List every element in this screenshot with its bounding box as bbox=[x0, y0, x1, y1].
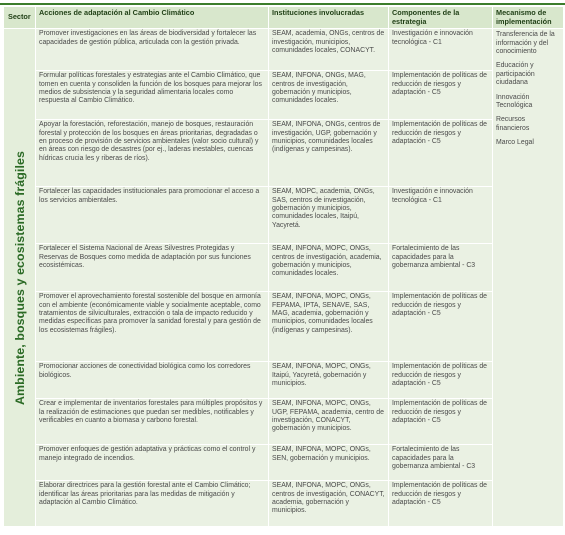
instituciones-cell: SEAM, INFONA, MOPC, ONGs, UGP, FEPAMA, academia, centro de investigación, CONACYT, gobernación y municipios. bbox=[269, 399, 389, 445]
mecanismo-item: Innovación Tecnológica bbox=[496, 93, 533, 110]
header-row bbox=[4, 7, 564, 29]
componente-cell: Investigación e innovación tecnológica - C1 bbox=[389, 187, 493, 244]
table-row bbox=[4, 71, 564, 120]
accion-cell: Apoyar la forestación, reforestación, manejo de bosques, restauración forestal y protección de los bosques en áreas prioritarias, degradadas o en proceso de provisión de servicios ambientales (valor socio cultural) y en áreas con riesgo de desastres (por ej., laderas inestables, cuencas hídricas crucia les y riberas de ríos). bbox=[36, 120, 269, 187]
header-instituciones: Instituciones involucradas bbox=[269, 7, 389, 29]
componente-cell: Fortalecimiento de las capacidades para la gobernanza ambiental - C3 bbox=[389, 244, 493, 292]
componente-cell: Investigación e innovación tecnológica - C1 bbox=[389, 29, 493, 71]
header-sector: Sector bbox=[4, 7, 36, 29]
componente-cell: Implementación de políticas de reducción de riesgos y adaptación - C5 bbox=[389, 120, 493, 187]
accion-cell: Promover el aprovechamiento forestal sostenible del bosque en armonía con el ambiente (económicamente viable y socialmente aceptable, como tratamientos de silviculturales, extracción o tala de impacto reducido y medidas específicas para promover la sanidad forestal y para gestión de los ecosistemas frágiles). bbox=[36, 292, 269, 362]
mecanismo-item: Marco Legal bbox=[496, 139, 534, 147]
instituciones-cell: SEAM, INFONA, MOPC, ONGs, centros de investigación, academia, gobernación y municipios, comunidades locales. bbox=[269, 244, 389, 292]
mecanismo-cell bbox=[493, 29, 564, 527]
header-acciones: Acciones de adaptación al Cambio Climático bbox=[36, 7, 269, 29]
mecanismo-item: Educación y participación ciudadana bbox=[496, 62, 535, 87]
table-row bbox=[4, 445, 564, 481]
instituciones-cell: SEAM, INFONA, MOPC, ONGs, Itaipú, Yacyretá, gobernación y municipios. bbox=[269, 362, 389, 399]
mecanismo-item: Recursos financieros bbox=[496, 116, 530, 132]
componente-cell: Implementación de políticas de reducción de riesgos y adaptación - C5 bbox=[389, 71, 493, 120]
instituciones-cell: SEAM, INFONA, MOPC, ONGs, SEN, gobernación y municipios. bbox=[269, 445, 389, 481]
header-mecanismo: Mecanismo de implementación bbox=[493, 7, 564, 29]
componente-cell: Implementación de políticas de reducción de riesgos y adaptación - C5 bbox=[389, 362, 493, 399]
accion-cell: Promocionar acciones de conectividad biológica como los corredores biológicos. bbox=[36, 362, 269, 399]
accion-cell: Elaborar directrices para la gestión forestal ante el Cambio Climático; identificar las áreas prioritarias para las medidas de mitigación y adaptación al Cambio Climático. bbox=[36, 481, 269, 527]
componente-cell: Implementación de políticas de reducción de riesgos y adaptación - C5 bbox=[389, 292, 493, 362]
instituciones-cell: SEAM, MOPC, academia, ONGs, SAS, centros de investigación, gobernación y municipios, comunidades locales, Itaipú, Yacyretá. bbox=[269, 187, 389, 244]
accion-cell: Crear e implementar de inventarios forestales para múltiples propósitos y la realización de estimaciones que puedan ser medibles, notificables y verificables en cuanto a biomasa y carbono forestal. bbox=[36, 399, 269, 445]
table-row bbox=[4, 29, 564, 71]
componente-cell: Implementación de políticas de reducción de riesgos y adaptación - C5 bbox=[389, 481, 493, 527]
componente-cell: Fortalecimiento de las capacidades para la gobernanza ambiental - C3 bbox=[389, 445, 493, 481]
componente-cell: Implementación de políticas de reducción de riesgos y adaptación - C5 bbox=[389, 399, 493, 445]
table-row bbox=[4, 292, 564, 362]
table-row bbox=[4, 362, 564, 399]
instituciones-cell: SEAM, INFONA, ONGs, MAG, centros de investigación, gobernación y municipios, comunidades locales. bbox=[269, 71, 389, 120]
table-row bbox=[4, 399, 564, 445]
instituciones-cell: SEAM, academia, ONGs, centros de investigación, municipios, comunidades locales, CONACYT. bbox=[269, 29, 389, 71]
accion-cell: Fortalecer el Sistema Nacional de Áreas Silvestres Protegidas y Reservas de Bosques como medida de adaptación por sus funciones ecosistémicas. bbox=[36, 244, 269, 292]
instituciones-cell: SEAM, INFONA, MOPC, ONGs, centros de investigación, CONACYT, academia, gobernación y municipios. bbox=[269, 481, 389, 527]
table-row bbox=[4, 244, 564, 292]
adaptation-table bbox=[3, 6, 564, 527]
accion-cell: Formular políticas forestales y estrategias ante el Cambio Climático, que tomen en cuenta y consoliden la función de los bosques para mejorar los medios de subsistencia y la seguridad alimentaria locales como respuesta al Cambio Climático. bbox=[36, 71, 269, 120]
sector-label: Ambiente, bosques y ecosistemas frágiles bbox=[12, 150, 27, 405]
accion-cell: Promover enfoques de gestión adaptativa y prácticas como el control y manejo integrado de incendios. bbox=[36, 445, 269, 481]
accion-cell: Fortalecer las capacidades institucionales para promocionar el acceso a los servicios ambientales. bbox=[36, 187, 269, 244]
accion-cell: Promover investigaciones en las áreas de biodiversidad y fortalecer las capacidades de gestión pública, articulada con la gestión privada. bbox=[36, 29, 269, 71]
instituciones-cell: SEAM, INFONA, ONGs, centros de investigación, UGP, gobernación y municipios, comunidades locales (indígenas y campesinas). bbox=[269, 120, 389, 187]
top-rule bbox=[0, 3, 565, 5]
table-row bbox=[4, 481, 564, 527]
table-row bbox=[4, 120, 564, 187]
sector-cell bbox=[4, 29, 36, 527]
instituciones-cell: SEAM, INFONA, MOPC, ONGs, FEPAMA, IPTA, SENAVE, SAS, MAG, academia, gobernación y municipios, comunidades locales (indígenas y campesinas). bbox=[269, 292, 389, 362]
header-componentes: Componentes de la estrategia bbox=[389, 7, 493, 29]
table-row bbox=[4, 187, 564, 244]
mecanismo-item: Transferencia de la información y del conocimiento bbox=[496, 31, 555, 55]
